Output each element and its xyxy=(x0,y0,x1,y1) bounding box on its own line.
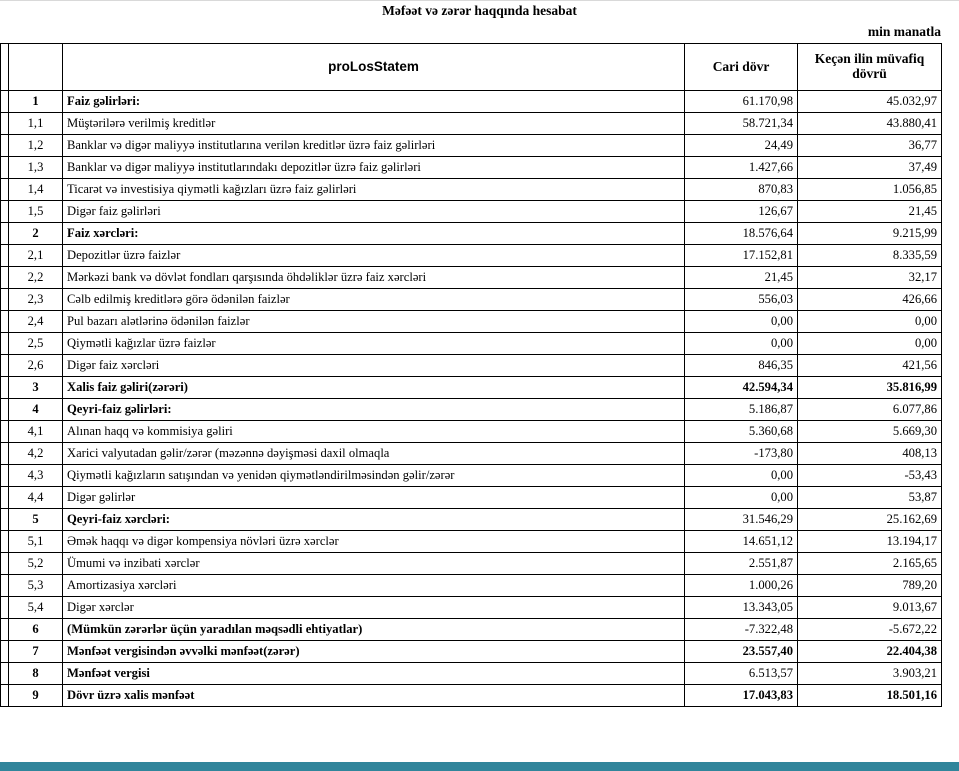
table-row xyxy=(1,289,942,311)
gutter-cell xyxy=(1,619,9,641)
row-label: Xalis faiz gəliri(zərəri) xyxy=(63,377,685,399)
prior-period-value: 36,77 xyxy=(798,135,942,157)
row-number: 1,1 xyxy=(9,113,63,135)
table-row xyxy=(1,619,942,641)
row-number: 2,5 xyxy=(9,333,63,355)
current-period-value: 2.551,87 xyxy=(685,553,798,575)
current-period-value: 42.594,34 xyxy=(685,377,798,399)
gutter-cell xyxy=(1,91,9,113)
row-number: 5,2 xyxy=(9,553,63,575)
current-period-value: 1.000,26 xyxy=(685,575,798,597)
row-number: 7 xyxy=(9,641,63,663)
table-row xyxy=(1,553,942,575)
row-number-header-cell xyxy=(9,44,63,91)
row-label: Faiz xərcləri: xyxy=(63,223,685,245)
current-period-value: 13.343,05 xyxy=(685,597,798,619)
prior-period-value: -53,43 xyxy=(798,465,942,487)
row-label: Amortizasiya xərcləri xyxy=(63,575,685,597)
row-label: Ticarət və investisiya qiymətli kağızları üzrə faiz gəlirləri xyxy=(63,179,685,201)
row-label: Alınan haqq və kommisiya gəliri xyxy=(63,421,685,443)
table-row xyxy=(1,355,942,377)
row-number: 5,3 xyxy=(9,575,63,597)
table-row xyxy=(1,135,942,157)
current-period-value: 18.576,64 xyxy=(685,223,798,245)
current-period-value: 556,03 xyxy=(685,289,798,311)
row-number: 4,4 xyxy=(9,487,63,509)
gutter-cell xyxy=(1,421,9,443)
gutter-cell xyxy=(1,201,9,223)
table-row xyxy=(1,333,942,355)
row-label: Digər faiz xərcləri xyxy=(63,355,685,377)
gutter-cell xyxy=(1,113,9,135)
row-number: 4 xyxy=(9,399,63,421)
gutter-cell xyxy=(1,465,9,487)
gutter-cell xyxy=(1,487,9,509)
current-period-value: 1.427,66 xyxy=(685,157,798,179)
current-period-header: Cari dövr xyxy=(685,44,798,91)
current-period-value: 61.170,98 xyxy=(685,91,798,113)
prior-period-value: 37,49 xyxy=(798,157,942,179)
prior-period-value: 426,66 xyxy=(798,289,942,311)
prior-period-value: 9.013,67 xyxy=(798,597,942,619)
gutter-cell xyxy=(1,245,9,267)
prior-period-value: 2.165,65 xyxy=(798,553,942,575)
prior-period-value: 3.903,21 xyxy=(798,663,942,685)
row-label: Pul bazarı alətlərinə ödənilən faizlər xyxy=(63,311,685,333)
prior-period-value: 18.501,16 xyxy=(798,685,942,707)
row-label: Digər faiz gəlirləri xyxy=(63,201,685,223)
prior-period-value: 1.056,85 xyxy=(798,179,942,201)
prior-period-value: 21,45 xyxy=(798,201,942,223)
current-period-value: 17.043,83 xyxy=(685,685,798,707)
row-label: Mərkəzi bank və dövlət fondları qarşısında öhdəliklər üzrə faiz xərcləri xyxy=(63,267,685,289)
gutter-cell xyxy=(1,289,9,311)
current-period-value: 6.513,57 xyxy=(685,663,798,685)
table-row xyxy=(1,597,942,619)
row-number: 8 xyxy=(9,663,63,685)
table-row xyxy=(1,311,942,333)
table-row xyxy=(1,531,942,553)
gutter-cell xyxy=(1,223,9,245)
row-label: Qiymətli kağızlar üzrə faizlər xyxy=(63,333,685,355)
row-number: 4,3 xyxy=(9,465,63,487)
row-label: Mənfəət vergisindən əvvəlki mənfəət(zərər) xyxy=(63,641,685,663)
prior-period-header: Keçən ilin müvafiq dövrü xyxy=(798,44,942,91)
prior-period-value: 8.335,59 xyxy=(798,245,942,267)
row-label: Ümumi və inzibati xərclər xyxy=(63,553,685,575)
row-number: 2 xyxy=(9,223,63,245)
table-row xyxy=(1,179,942,201)
row-number: 1,4 xyxy=(9,179,63,201)
row-label: Xarici valyutadan gəlir/zərər (məzənnə dəyişməsi daxil olmaqla xyxy=(63,443,685,465)
row-label: (Mümkün zərərlər üçün yaradılan məqsədli ehtiyatlar) xyxy=(63,619,685,641)
prior-period-value: 9.215,99 xyxy=(798,223,942,245)
prior-period-value: 53,87 xyxy=(798,487,942,509)
row-number: 2,2 xyxy=(9,267,63,289)
prior-period-value: 13.194,17 xyxy=(798,531,942,553)
table-row xyxy=(1,245,942,267)
current-period-value: 23.557,40 xyxy=(685,641,798,663)
current-period-value: 24,49 xyxy=(685,135,798,157)
gutter-cell xyxy=(1,135,9,157)
table-row xyxy=(1,157,942,179)
table-row xyxy=(1,465,942,487)
prior-period-value: 32,17 xyxy=(798,267,942,289)
row-number: 4,2 xyxy=(9,443,63,465)
row-label: Qiymətli kağızların satışından və yenidən qiymətləndirilməsindən gəlir/zərər xyxy=(63,465,685,487)
table-row xyxy=(1,421,942,443)
gutter-cell xyxy=(1,443,9,465)
table-row xyxy=(1,443,942,465)
prior-period-value: 35.816,99 xyxy=(798,377,942,399)
row-label: Digər xərclər xyxy=(63,597,685,619)
gutter-cell xyxy=(1,641,9,663)
prior-period-value: 22.404,38 xyxy=(798,641,942,663)
table-row xyxy=(1,91,942,113)
row-number: 2,4 xyxy=(9,311,63,333)
table-row xyxy=(1,113,942,135)
row-label: Dövr üzrə xalis mənfəət xyxy=(63,685,685,707)
gutter-cell xyxy=(1,179,9,201)
table-row xyxy=(1,201,942,223)
profit-loss-table xyxy=(0,43,942,707)
row-number: 4,1 xyxy=(9,421,63,443)
gutter-cell xyxy=(1,575,9,597)
gutter-cell xyxy=(1,509,9,531)
row-number: 1,3 xyxy=(9,157,63,179)
row-number: 9 xyxy=(9,685,63,707)
prior-period-value: 25.162,69 xyxy=(798,509,942,531)
prior-period-value: 6.077,86 xyxy=(798,399,942,421)
row-number: 6 xyxy=(9,619,63,641)
gutter-cell xyxy=(1,355,9,377)
row-number: 2,6 xyxy=(9,355,63,377)
row-label: Digər gəlirlər xyxy=(63,487,685,509)
gutter-cell xyxy=(1,377,9,399)
table-body xyxy=(1,91,942,707)
table-row xyxy=(1,685,942,707)
statement-name-header: proLosStatem xyxy=(63,44,685,91)
current-period-value: -173,80 xyxy=(685,443,798,465)
prior-period-value: -5.672,22 xyxy=(798,619,942,641)
current-period-value: 31.546,29 xyxy=(685,509,798,531)
current-period-value: 0,00 xyxy=(685,487,798,509)
row-label: Qeyri-faiz xərcləri: xyxy=(63,509,685,531)
row-number: 1,5 xyxy=(9,201,63,223)
row-number: 5,1 xyxy=(9,531,63,553)
row-label: Banklar və digər maliyyə institutlarına verilən kreditlər üzrə faiz gəlirləri xyxy=(63,135,685,157)
row-label: Qeyri-faiz gəlirləri: xyxy=(63,399,685,421)
prior-period-value: 408,13 xyxy=(798,443,942,465)
table-row xyxy=(1,223,942,245)
current-period-value: 14.651,12 xyxy=(685,531,798,553)
gutter-cell xyxy=(1,685,9,707)
current-period-value: 846,35 xyxy=(685,355,798,377)
gutter-cell xyxy=(1,663,9,685)
worksheet xyxy=(0,1,959,712)
current-period-value: 5.360,68 xyxy=(685,421,798,443)
current-period-value: 0,00 xyxy=(685,465,798,487)
gutter-cell xyxy=(1,333,9,355)
row-number: 1,2 xyxy=(9,135,63,157)
row-number: 1 xyxy=(9,91,63,113)
current-period-value: 126,67 xyxy=(685,201,798,223)
gutter-cell xyxy=(1,531,9,553)
current-period-value: -7.322,48 xyxy=(685,619,798,641)
prior-period-value: 43.880,41 xyxy=(798,113,942,135)
current-period-value: 58.721,34 xyxy=(685,113,798,135)
prior-period-value: 45.032,97 xyxy=(798,91,942,113)
footer-bar xyxy=(0,762,959,771)
gutter-cell xyxy=(1,267,9,289)
prior-period-value: 789,20 xyxy=(798,575,942,597)
row-number: 5 xyxy=(9,509,63,531)
table-row xyxy=(1,663,942,685)
prior-period-value: 5.669,30 xyxy=(798,421,942,443)
prior-period-value: 0,00 xyxy=(798,333,942,355)
gutter-cell xyxy=(1,157,9,179)
gutter-cell xyxy=(1,597,9,619)
current-period-value: 870,83 xyxy=(685,179,798,201)
table-row xyxy=(1,377,942,399)
row-number: 2,1 xyxy=(9,245,63,267)
row-label: Depozitlər üzrə faizlər xyxy=(63,245,685,267)
row-number: 2,3 xyxy=(9,289,63,311)
table-row xyxy=(1,399,942,421)
unit-note: min manatla xyxy=(867,24,941,39)
current-period-value: 5.186,87 xyxy=(685,399,798,421)
current-period-value: 21,45 xyxy=(685,267,798,289)
table-row xyxy=(1,487,942,509)
table-row xyxy=(1,575,942,597)
table-row xyxy=(1,509,942,531)
row-label: Müştərilərə verilmiş kreditlər xyxy=(63,113,685,135)
row-number: 3 xyxy=(9,377,63,399)
table-row xyxy=(1,641,942,663)
gutter-cell xyxy=(1,311,9,333)
table-header-row xyxy=(1,44,942,91)
current-period-value: 0,00 xyxy=(685,333,798,355)
prior-period-value: 0,00 xyxy=(798,311,942,333)
footer-gap xyxy=(0,707,959,712)
row-label: Faiz gəlirləri: xyxy=(63,91,685,113)
row-number: 5,4 xyxy=(9,597,63,619)
row-label: Banklar və digər maliyyə institutlarındakı depozitlər üzrə faiz gəlirləri xyxy=(63,157,685,179)
table-row xyxy=(1,267,942,289)
row-label: Əmək haqqı və digər kompensiya növləri üzrə xərclər xyxy=(63,531,685,553)
current-period-value: 17.152,81 xyxy=(685,245,798,267)
row-label: Cəlb edilmiş kreditlərə görə ödənilən faizlər xyxy=(63,289,685,311)
current-period-value: 0,00 xyxy=(685,311,798,333)
gutter-header-cell xyxy=(1,44,9,91)
gutter-cell xyxy=(1,399,9,421)
prior-period-value: 421,56 xyxy=(798,355,942,377)
gutter-cell xyxy=(1,553,9,575)
report-title: Məfəət və zərər haqqında hesabat xyxy=(382,3,577,18)
row-label: Mənfəət vergisi xyxy=(63,663,685,685)
